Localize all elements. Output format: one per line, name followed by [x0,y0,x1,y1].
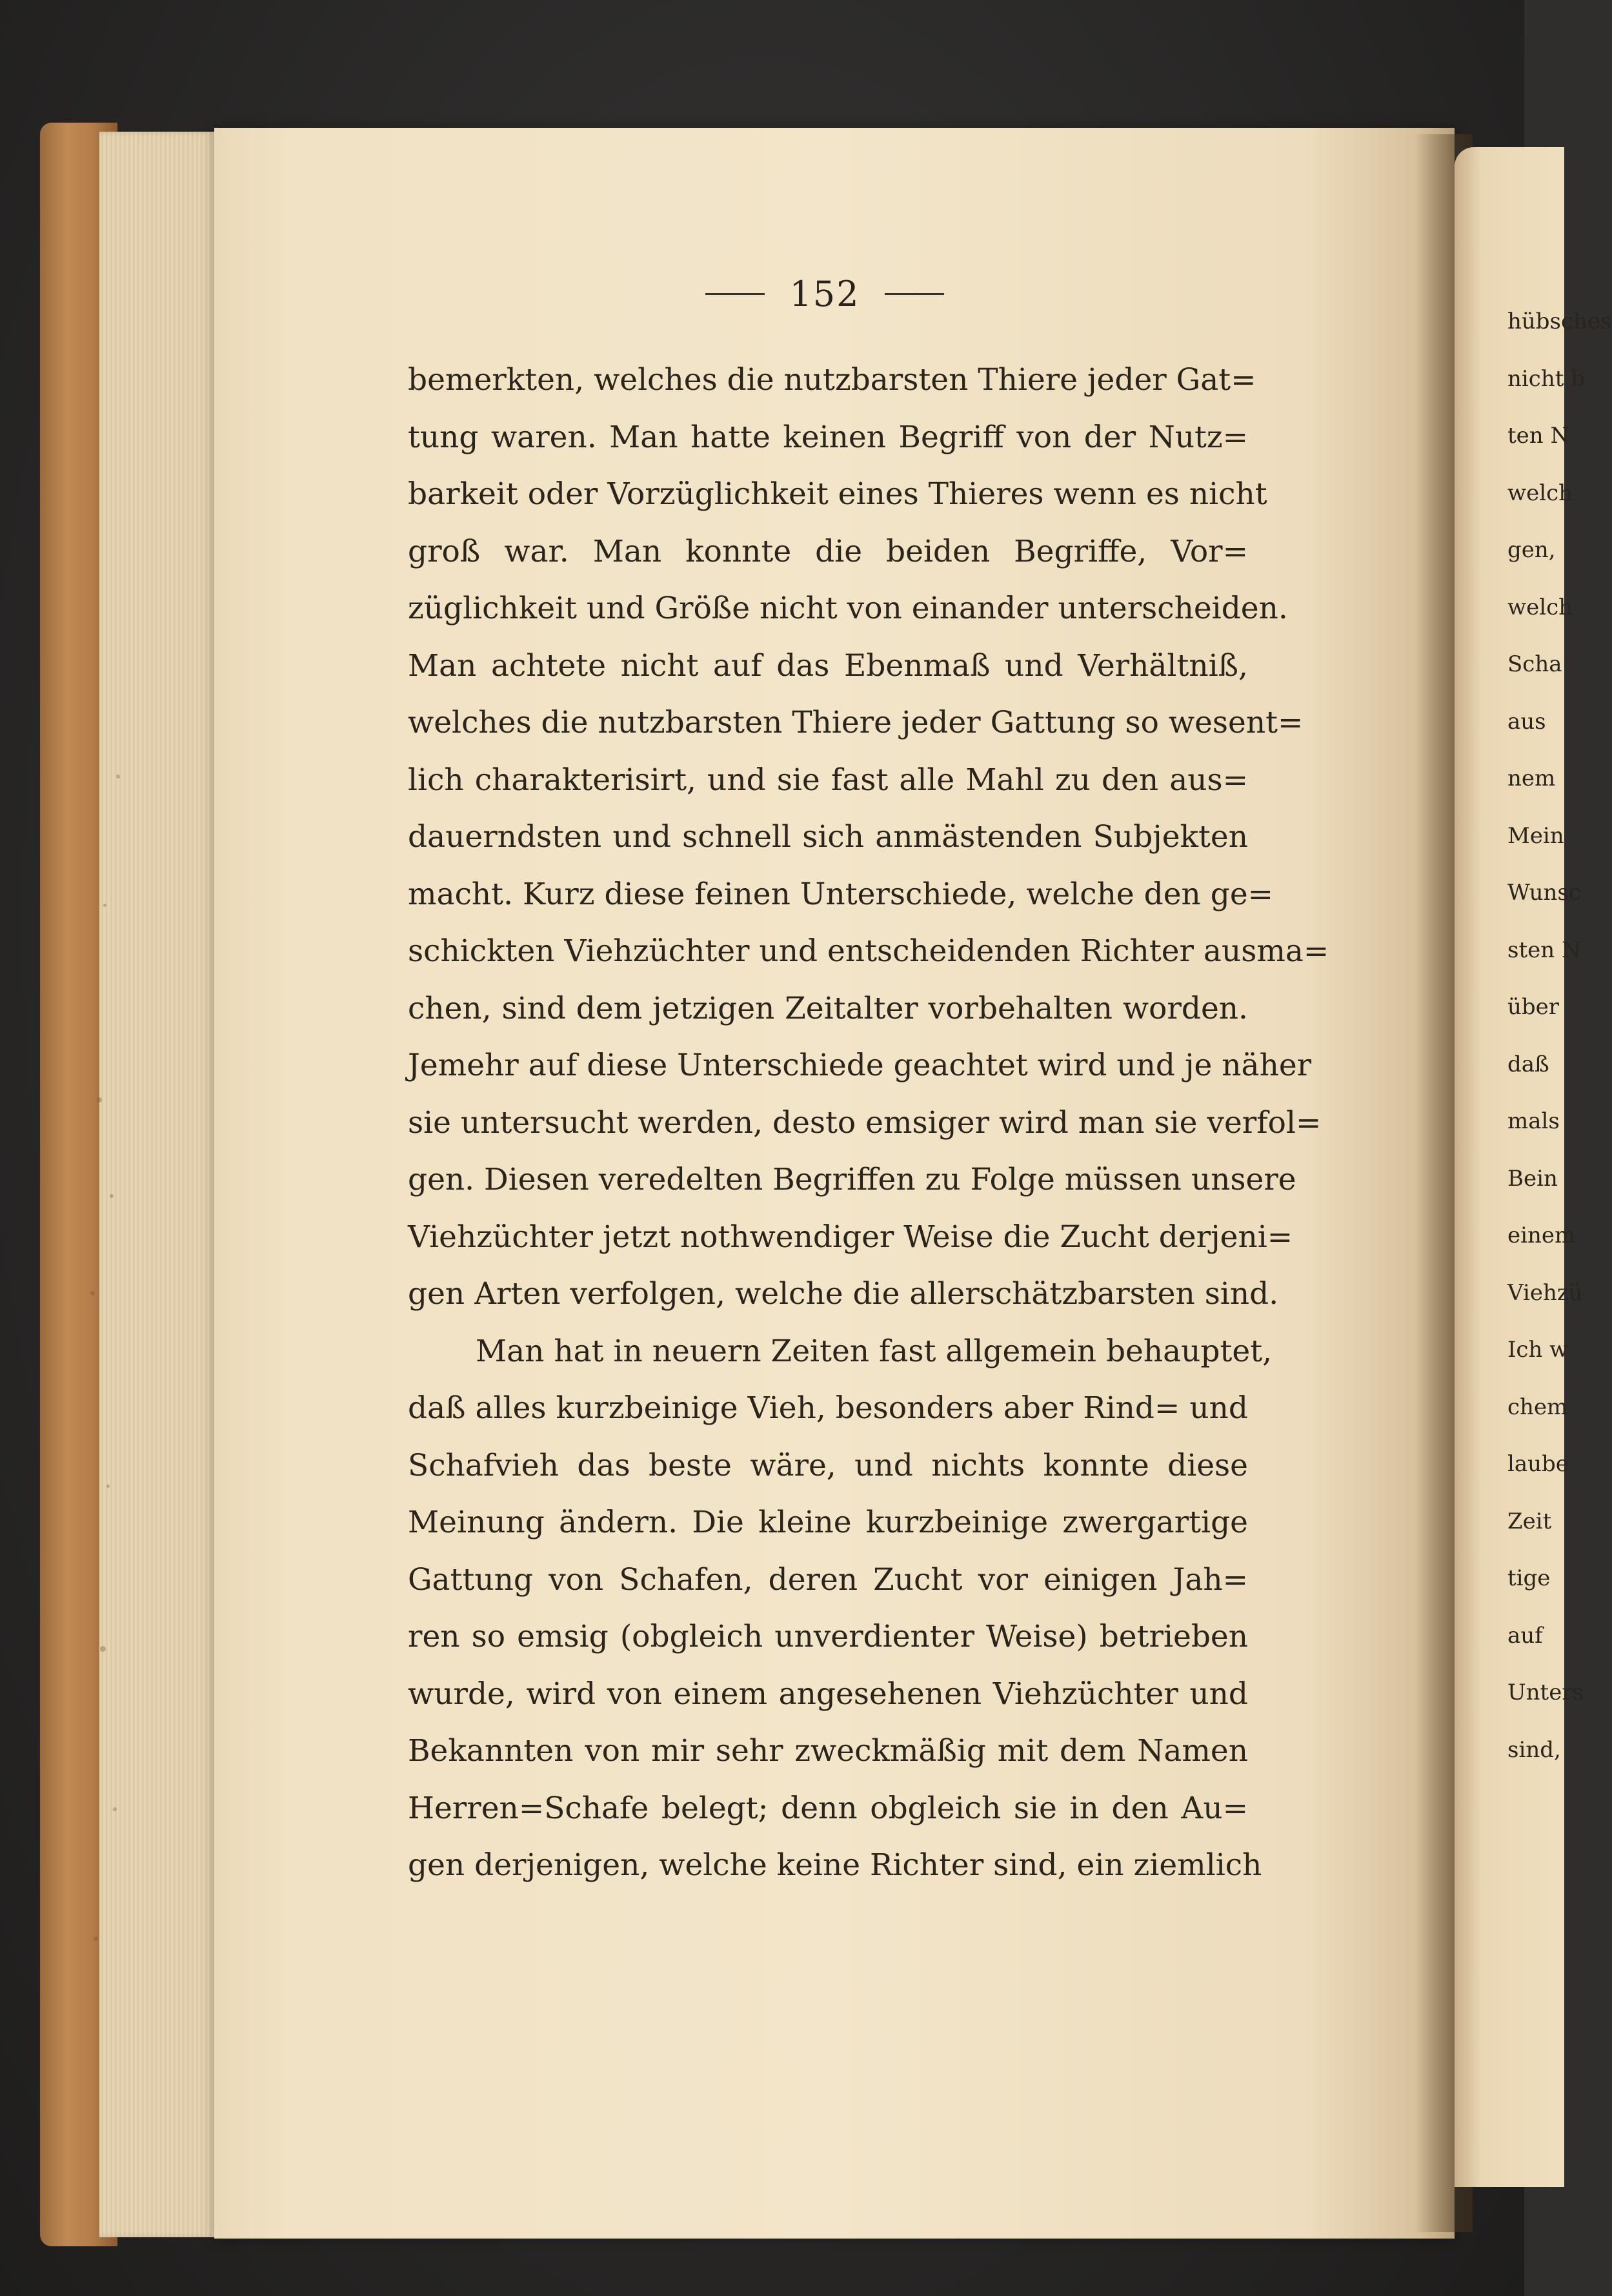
text-line: welches die nutzbarsten Thiere jeder Gattung so wesent= [408,705,1304,740]
facing-page-fragment: gen, [1507,537,1556,563]
facing-page-fragment: mals [1507,1108,1560,1134]
facing-page-fragment: welch [1507,480,1573,506]
paper-speck [116,775,120,778]
facing-page-fragment: hübsches [1507,309,1612,334]
page-header [696,271,954,316]
paper-speck [100,1646,106,1652]
text-line: Herren=Schafe belegt; denn obgleich sie in den Au= [408,1790,1248,1826]
facing-page-fragment: nem [1507,766,1556,791]
text-line: dauerndsten und schnell sich anmästenden Subjekten [408,819,1248,855]
paper-speck [97,1097,102,1102]
page-stack-edges [99,132,222,2237]
text-line: gen derjenigen, welche keine Richter sind, ein ziemlich [408,1847,1262,1883]
text-line: Viehzüchter jetzt nothwendiger Weise die Zucht derjeni= [408,1219,1293,1255]
facing-page-fragment: laube [1507,1451,1569,1477]
text-line: tung waren. Man hatte keinen Begriff von der Nutz= [408,419,1248,455]
facing-page-fragment: nicht b [1507,365,1585,392]
facing-page-fragment: einem [1507,1223,1576,1248]
paper-speck [103,904,106,907]
text-line: Man hat in neuern Zeiten fast allgemein behauptet, [476,1333,1273,1369]
text-line: Man achtete nicht auf das Ebenmaß und Verhältniß, [408,647,1248,684]
facing-page-fragment: Zeit [1507,1508,1552,1534]
facing-page-fragment: aus [1507,708,1546,735]
text-line: Schafvieh das beste wäre, und nichts konnte diese [408,1447,1248,1483]
text-line: groß war. Man konnte die beiden Begriffe, Vor= [408,533,1248,569]
paper-speck [113,1807,117,1811]
text-line: Gattung von Schafen, deren Zucht vor einigen Jah= [408,1561,1248,1598]
header-dash-left [705,293,765,295]
text-line: daß alles kurzbeinige Vieh, besonders aber Rind= und [408,1390,1248,1426]
facing-page-fragment: Viehzü [1507,1279,1583,1306]
text-line: schickten Viehzüchter und entscheidenden Richter ausma= [408,933,1329,969]
facing-page-fragment: daß [1507,1051,1549,1077]
paper-speck [94,1936,98,1941]
paper-speck [110,1194,114,1198]
text-line: ren so emsig (obgleich unverdienter Weise) betrieben [408,1619,1248,1654]
paper-speck [90,1291,95,1295]
text-line: gen. Diesen veredelten Begriffen zu Folge müssen unsere [408,1162,1296,1197]
paper-speck [106,1485,110,1488]
text-line: lich charakterisirt, und sie fast alle Mahl zu den aus= [408,762,1248,798]
facing-page-fragment: tige [1507,1565,1551,1591]
page-number: 152 [789,273,860,314]
facing-page-fragment: ten N [1507,423,1570,449]
facing-page-fragment: auf [1507,1622,1543,1649]
text-line: Meinung ändern. Die kleine kurzbeinige zwergartige [408,1505,1248,1540]
text-line: sie untersucht werden, desto emsiger wird man sie verfol= [408,1104,1322,1141]
header-dash-right [885,293,944,295]
facing-page-fragment: sten N [1507,937,1581,963]
facing-page-fragment: Wunsc [1507,880,1581,906]
facing-page-fragment: Mein [1507,822,1564,849]
text-line: züglichkeit und Größe nicht von einander unterscheiden. [408,591,1288,626]
facing-page-fragment: über [1507,994,1560,1020]
facing-page-fragment: welch [1507,594,1573,620]
text-line: Jemehr auf diese Unterschiede geachtet wird und je näher [408,1048,1312,1083]
text-line: chen, sind dem jetzigen Zeitalter vorbehalten worden. [408,990,1248,1026]
facing-page-fragment: Scha [1507,651,1562,677]
text-line: bemerkten, welches die nutzbarsten Thiere jeder Gat= [408,362,1256,398]
facing-page-fragment: Bein [1507,1165,1558,1192]
facing-page-fragment: Unters [1507,1680,1584,1705]
text-line: wurde, wird von einem angesehenen Viehzüchter und [408,1676,1248,1712]
text-line: macht. Kurz diese feinen Unterschiede, welche den ge= [408,876,1274,912]
facing-page-fragment: sind, [1507,1736,1561,1763]
text-line: barkeit oder Vorzüglichkeit eines Thieres wenn es nicht [408,476,1267,512]
text-line: gen Arten verfolgen, welche die allerschätzbarsten sind. [408,1276,1279,1312]
facing-page [1455,147,1612,2187]
page-text [408,352,1329,1895]
facing-page-fragment: Ich w [1507,1337,1569,1363]
facing-page-fragment: chem [1507,1394,1568,1420]
text-line: Bekannten von mir sehr zweckmäßig mit dem Namen [408,1733,1248,1769]
